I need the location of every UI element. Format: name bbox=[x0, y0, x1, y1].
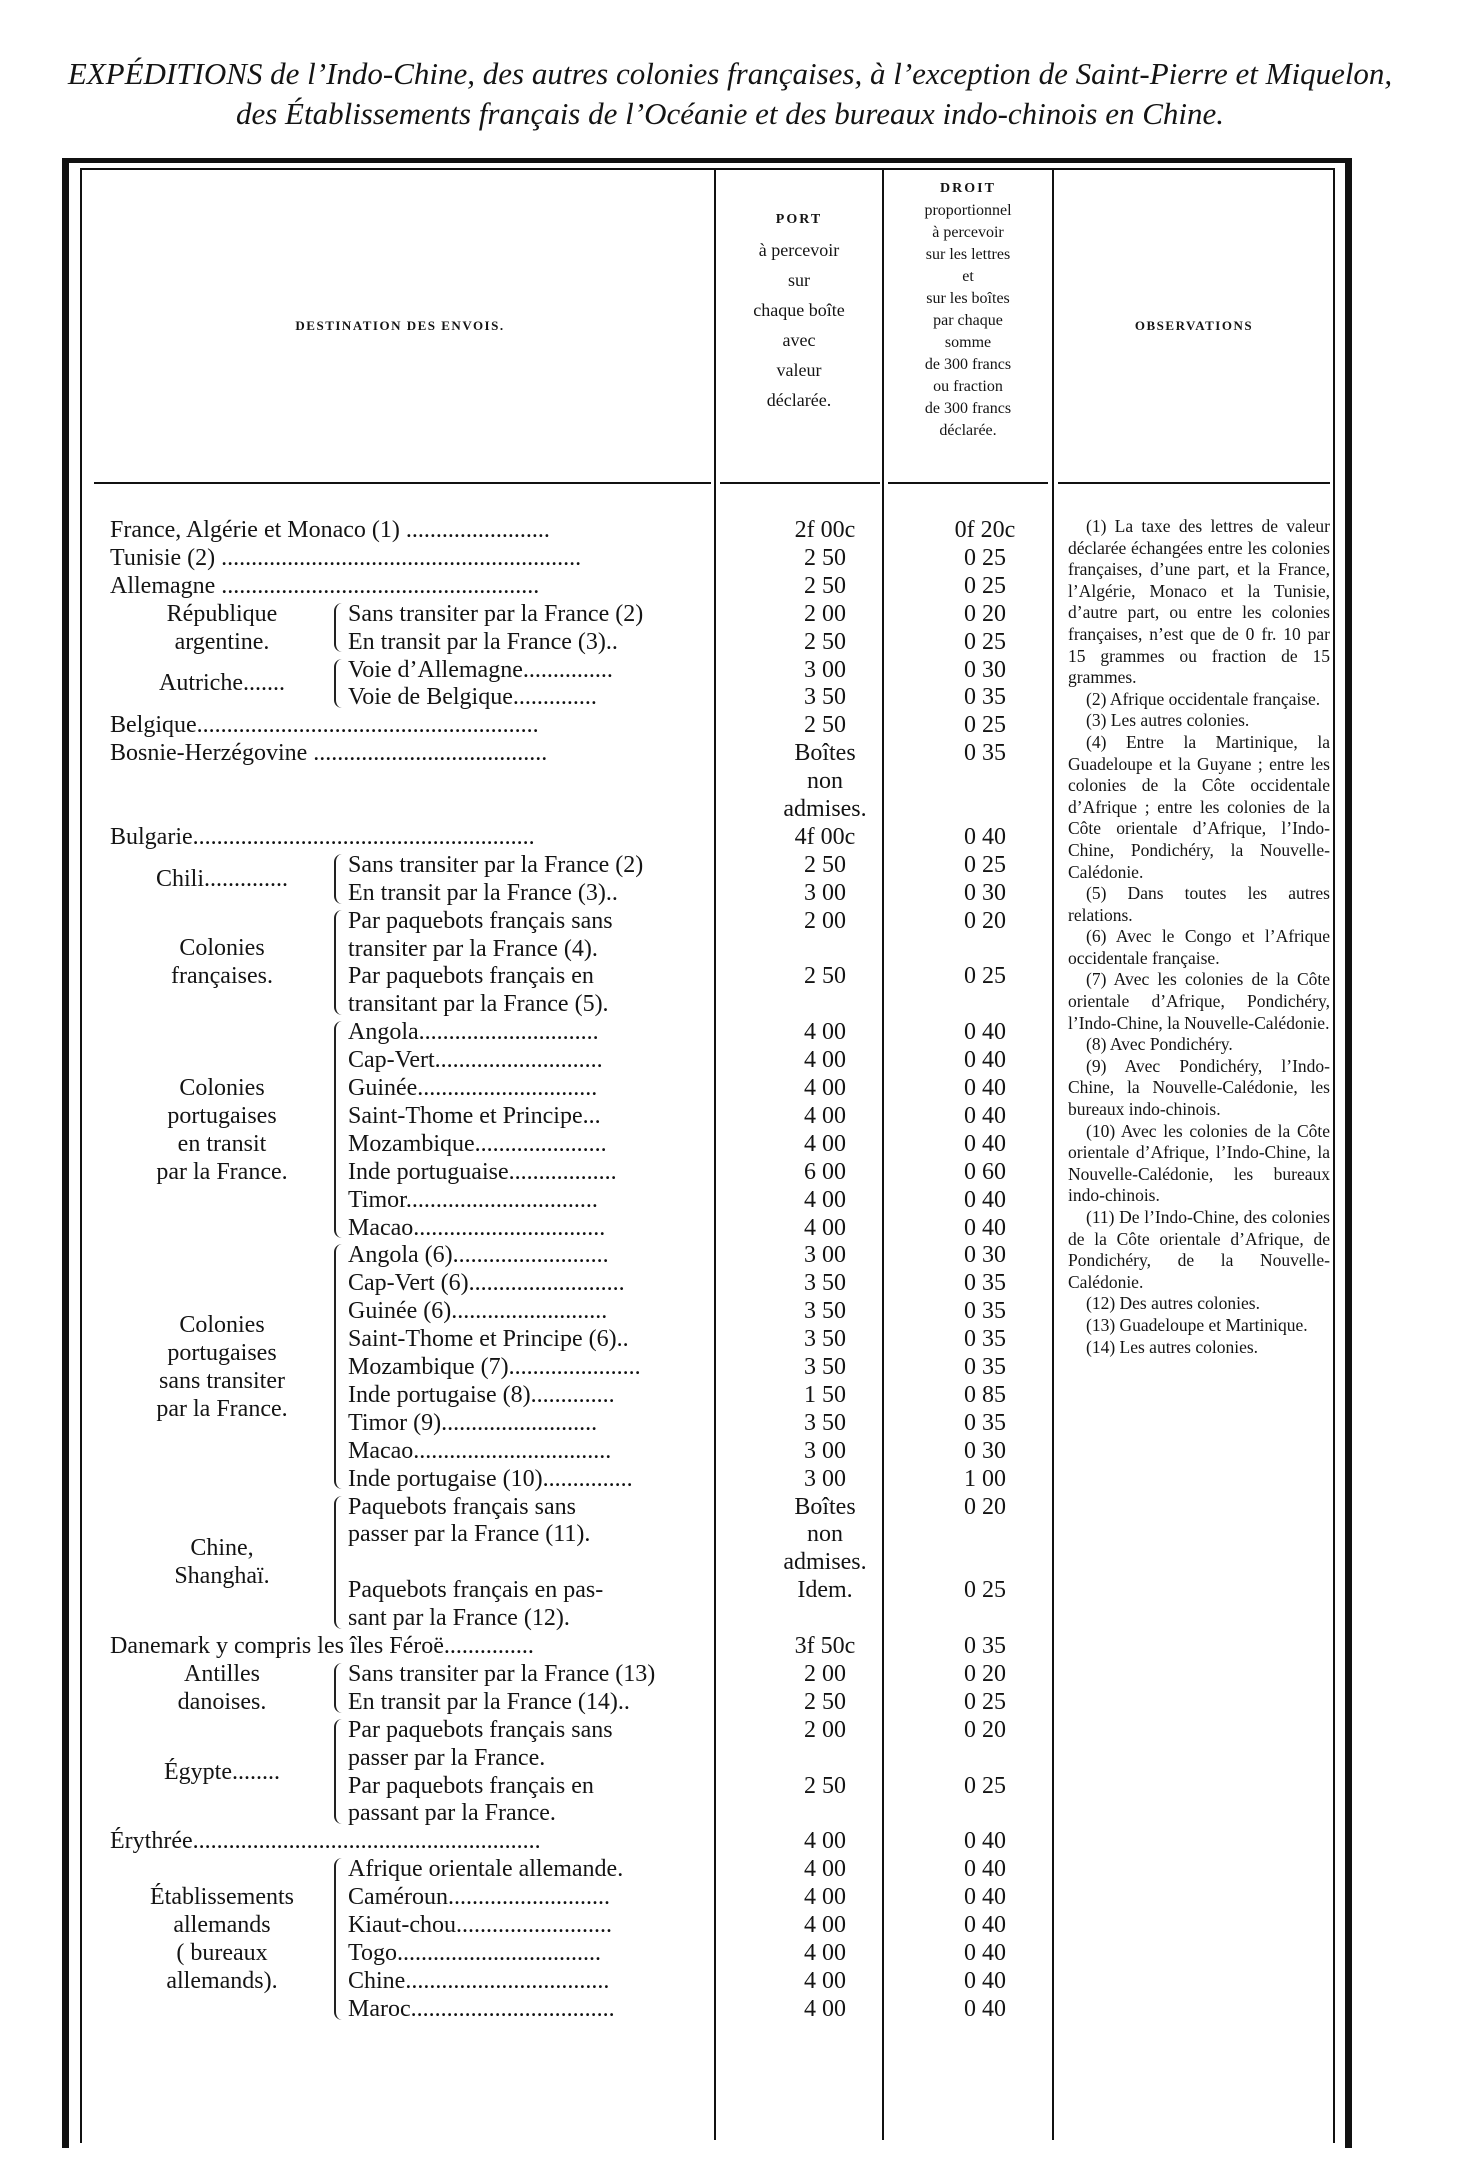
droit-value: 0f 20c bbox=[954, 517, 1016, 543]
droit-value: 0 40 bbox=[964, 1967, 1006, 1994]
droit-value: 0 20 bbox=[964, 907, 1006, 934]
droit-value: 0 40 bbox=[964, 1102, 1006, 1129]
sub-destination-cell: passant par la France. bbox=[348, 1800, 556, 1827]
droit-value: 0 40 bbox=[964, 1186, 1006, 1213]
group-label-line: Shanghaï. bbox=[174, 1563, 270, 1590]
port-value: admises. bbox=[783, 1549, 867, 1576]
group-label-line: Chine, bbox=[190, 1535, 254, 1562]
header-droit bbox=[884, 178, 1052, 442]
destination-cell: Bulgarie......................................................... bbox=[110, 823, 535, 850]
header-line: somme bbox=[944, 334, 992, 351]
port-value: 4 00 bbox=[804, 1828, 846, 1855]
sub-destination-cell: En transit par la France (14).. bbox=[348, 1688, 630, 1715]
observation-note: (2) Afrique occidentale française. bbox=[1086, 688, 1321, 709]
sub-destination-cell: Maroc.................................. bbox=[348, 1995, 615, 2022]
port-value: 2 50 bbox=[804, 851, 846, 878]
port-value: 2f 00c bbox=[794, 517, 856, 543]
group-label-line: par la France. bbox=[156, 1395, 288, 1422]
destination-cell: Belgique......................................................... bbox=[110, 712, 539, 739]
group-label-line: Colonies bbox=[179, 935, 265, 962]
header-rule bbox=[888, 482, 1048, 484]
sub-destination-cell: Mozambique...................... bbox=[348, 1130, 607, 1157]
port-value: 3 00 bbox=[804, 879, 846, 906]
sub-destination-cell: Angola (6).......................... bbox=[348, 1242, 609, 1269]
destination-cell: Tunisie (2) ............................................................ bbox=[110, 544, 582, 571]
droit-value: 0 35 bbox=[964, 1326, 1006, 1353]
port-value: 2 50 bbox=[804, 1772, 846, 1799]
port-value: Boîtes bbox=[794, 740, 856, 767]
brace bbox=[334, 1858, 342, 2019]
header-line: avec bbox=[782, 330, 816, 350]
observation-note: (9) Avec Pondichéry, l’Indo-Chine, la Nouvelle-Calédonie, les bureaux indo-chinois. bbox=[1068, 1055, 1330, 1120]
observation-note: (7) Avec les colonies de la Côte orientale d’Afrique, Pondichéry, l’Indo-Chine, la Nouvelle-Calédonie. bbox=[1068, 969, 1330, 1033]
group-label-line: allemands). bbox=[166, 1967, 278, 1994]
sub-destination-cell: Afrique orientale allemande. bbox=[348, 1856, 624, 1883]
group-label-line: ( bureaux bbox=[176, 1939, 268, 1966]
droit-value: 0 35 bbox=[964, 1270, 1006, 1297]
port-value: 4 00 bbox=[804, 1856, 846, 1883]
sub-destination-cell: Inde portuguaise.................. bbox=[348, 1158, 617, 1185]
droit-value: 0 35 bbox=[964, 1354, 1006, 1380]
droit-value: 0 35 bbox=[964, 684, 1006, 711]
port-value: 3 50 bbox=[804, 1326, 846, 1353]
sub-destination-cell: Inde portugaise (10)............... bbox=[348, 1465, 633, 1492]
port-value: non bbox=[807, 768, 843, 795]
group-label bbox=[112, 865, 332, 893]
droit-value: 0 20 bbox=[964, 600, 1006, 627]
droit-value: 0 25 bbox=[964, 1772, 1006, 1799]
sub-destination-cell: Paquebots français en pas- bbox=[348, 1577, 604, 1604]
droit-value: 0 40 bbox=[964, 1214, 1006, 1241]
sub-destination-cell: Macao................................ bbox=[348, 1214, 606, 1241]
sub-destination-cell: Macao................................. bbox=[348, 1437, 612, 1464]
droit-value: 0 25 bbox=[964, 851, 1006, 878]
destination-cell: Bosnie-Herzégovine ....................................... bbox=[110, 740, 548, 767]
sub-destination-cell: sant par la France (12). bbox=[348, 1605, 570, 1632]
port-value: 2 50 bbox=[804, 628, 846, 655]
sub-destination-cell: passer par la France. bbox=[348, 1744, 546, 1771]
sub-destination-cell: Sans transiter par la France (2) bbox=[348, 851, 644, 878]
port-value: 3 00 bbox=[804, 1465, 846, 1492]
header-line: déclarée. bbox=[939, 422, 997, 439]
droit-value: 0 35 bbox=[964, 1633, 1006, 1659]
header-observations: OBSERVATIONS bbox=[1134, 318, 1254, 333]
port-value: 4 00 bbox=[804, 1102, 846, 1129]
sub-destination-cell: Timor................................ bbox=[348, 1186, 598, 1213]
droit-value: 0 25 bbox=[964, 572, 1006, 599]
header-line: valeur bbox=[776, 360, 822, 380]
port-value: 3 00 bbox=[804, 1242, 846, 1269]
droit-value: 0 40 bbox=[964, 1130, 1006, 1157]
header-rule bbox=[94, 482, 711, 484]
droit-value: 0 40 bbox=[964, 1939, 1006, 1966]
droit-value: 0 25 bbox=[964, 1577, 1006, 1604]
header-line: de 300 francs bbox=[924, 400, 1012, 417]
sub-destination-cell: Guinée (6).......................... bbox=[348, 1298, 608, 1325]
destination-cell: Érythrée.......................................................... bbox=[110, 1828, 541, 1855]
port-value: 4 00 bbox=[804, 1939, 846, 1966]
header-line: à percevoir bbox=[932, 224, 1004, 241]
port-value: 4 00 bbox=[804, 1912, 846, 1938]
droit-value: 0 25 bbox=[964, 712, 1006, 739]
observation-note: (4) Entre la Martinique, la Guadeloupe et la Guyane ; entre les colonies de la Côte occidentale d’Afrique ; entre les colonies de la Côte orientale d’Afrique, l’Indo-Chine, Pondichéry, la Nouvelle-Calédonie. bbox=[1068, 731, 1330, 882]
header-rule bbox=[1058, 482, 1330, 484]
droit-value: 0 40 bbox=[964, 1047, 1006, 1074]
port-value: 2 00 bbox=[804, 1716, 846, 1743]
group-label bbox=[112, 1074, 332, 1186]
port-value: 1 50 bbox=[804, 1381, 846, 1408]
sub-destination-cell: Par paquebots français sans bbox=[348, 907, 613, 934]
observation-note: (10) Avec les colonies de la Côte orientale d’Afrique, l’Indo-Chine, la Nouvelle-Calédonie, les bureaux indo-chinois. bbox=[1068, 1120, 1330, 1206]
droit-value: 0 25 bbox=[964, 544, 1006, 571]
droit-value: 0 20 bbox=[964, 1660, 1006, 1687]
port-value: 4 00 bbox=[804, 1967, 846, 1994]
header-line: par chaque bbox=[933, 312, 1003, 329]
observation-note: (13) Guadeloupe et Martinique. bbox=[1086, 1314, 1308, 1335]
sub-destination-cell: passer par la France (11). bbox=[348, 1521, 591, 1548]
port-value: 2 00 bbox=[804, 1660, 846, 1687]
port-value: 4 00 bbox=[804, 1047, 846, 1074]
header-line: sur les boîtes bbox=[926, 290, 1010, 307]
header-line: DROIT bbox=[940, 181, 996, 196]
port-value: 2 50 bbox=[804, 544, 846, 571]
header-line: sur les lettres bbox=[925, 246, 1011, 263]
sub-destination-cell: En transit par la France (3).. bbox=[348, 628, 618, 655]
port-value: 3 50 bbox=[804, 1409, 846, 1436]
port-value: 3 50 bbox=[804, 1354, 846, 1380]
sub-destination-cell: Chine.................................. bbox=[348, 1967, 610, 1994]
group-label-line: Colonies bbox=[179, 1074, 265, 1101]
header-port bbox=[716, 205, 882, 415]
droit-value: 0 35 bbox=[964, 740, 1006, 767]
observation-note: (12) Des autres colonies. bbox=[1086, 1293, 1260, 1314]
header-line: déclarée. bbox=[766, 390, 832, 410]
droit-value: 0 40 bbox=[964, 1856, 1006, 1883]
group-label-line: République bbox=[166, 600, 278, 627]
group-label bbox=[112, 934, 332, 990]
group-label-line: françaises. bbox=[171, 963, 273, 990]
group-label-line: allemands bbox=[173, 1911, 271, 1938]
sub-destination-cell: Inde portugaise (8).............. bbox=[348, 1381, 615, 1408]
group-label-line: Antilles bbox=[184, 1660, 260, 1687]
port-value: 2 00 bbox=[804, 600, 846, 627]
header-line: ou fraction bbox=[933, 378, 1003, 395]
group-label-line: danoises. bbox=[177, 1688, 267, 1715]
header-line: à percevoir bbox=[758, 240, 840, 260]
header-line: de 300 francs bbox=[924, 356, 1012, 373]
port-value: non bbox=[807, 1521, 843, 1548]
destination-cell: France, Algérie et Monaco (1) ........................ bbox=[110, 517, 550, 543]
brace bbox=[334, 1719, 342, 1825]
group-label bbox=[112, 1758, 332, 1786]
sub-destination-cell: Saint-Thome et Principe... bbox=[348, 1102, 601, 1129]
droit-value: 0 25 bbox=[964, 628, 1006, 655]
port-value: 3 00 bbox=[804, 656, 846, 683]
droit-value: 0 35 bbox=[964, 1409, 1006, 1436]
group-label-line: portugaises bbox=[167, 1102, 277, 1129]
droit-value: 0 25 bbox=[964, 1688, 1006, 1715]
group-label bbox=[112, 1311, 332, 1423]
sub-destination-cell: Voie de Belgique.............. bbox=[348, 684, 597, 711]
header-rule bbox=[720, 482, 880, 484]
droit-value: 0 40 bbox=[964, 1075, 1006, 1101]
brace bbox=[334, 910, 342, 1016]
droit-value: 0 40 bbox=[964, 1828, 1006, 1855]
brace bbox=[334, 1244, 342, 1489]
group-label-line: Établissements bbox=[150, 1883, 294, 1910]
droit-value: 0 25 bbox=[964, 963, 1006, 990]
droit-value: 0 35 bbox=[964, 1298, 1006, 1325]
droit-value: 0 30 bbox=[964, 656, 1006, 683]
port-value: Idem. bbox=[797, 1577, 853, 1604]
group-label-line: Colonies bbox=[179, 1311, 265, 1338]
header-destination: DESTINATION DES ENVOIS. bbox=[295, 318, 505, 333]
droit-value: 0 40 bbox=[964, 1019, 1006, 1046]
header-line: PORT bbox=[775, 212, 823, 227]
port-value: 2 50 bbox=[804, 963, 846, 990]
group-label-line: argentine. bbox=[174, 628, 270, 655]
sub-destination-cell: Mozambique (7)...................... bbox=[348, 1354, 641, 1380]
port-value: 2 50 bbox=[804, 712, 846, 739]
droit-value: 0 20 bbox=[964, 1716, 1006, 1743]
sub-destination-cell: Saint-Thome et Principe (6).. bbox=[348, 1326, 629, 1353]
group-label-line: Autriche....... bbox=[159, 670, 285, 697]
observation-note: (11) De l’Indo-Chine, des colonies de la Côte orientale d’Afrique, de Pondichéry, de la Nouvelle-Calédonie. bbox=[1068, 1207, 1330, 1292]
port-value: 4 00 bbox=[804, 1019, 846, 1046]
droit-value: 0 60 bbox=[964, 1158, 1006, 1185]
sub-destination-cell: transiter par la France (4). bbox=[348, 935, 598, 962]
observation-note: (6) Avec le Congo et l’Afrique occidentale française. bbox=[1068, 926, 1330, 968]
group-label-line: sans transiter bbox=[159, 1367, 285, 1394]
group-label bbox=[112, 1660, 332, 1716]
observation-note: (8) Avec Pondichéry. bbox=[1086, 1034, 1233, 1055]
sub-destination-cell: Par paquebots français en bbox=[348, 1772, 594, 1799]
port-value: 3 00 bbox=[804, 1437, 846, 1464]
group-label-line: en transit bbox=[177, 1130, 267, 1157]
brace bbox=[334, 603, 342, 653]
group-label bbox=[112, 1534, 332, 1590]
sub-destination-cell: Par paquebots français en bbox=[348, 963, 594, 990]
group-label-line: Chili.............. bbox=[155, 865, 288, 892]
header-line: chaque boîte bbox=[753, 300, 845, 320]
observations-column bbox=[1068, 516, 1330, 1358]
port-value: 3 50 bbox=[804, 684, 846, 711]
droit-value: 0 85 bbox=[964, 1381, 1006, 1408]
sub-destination-cell: Cap-Vert............................ bbox=[348, 1047, 603, 1074]
sub-destination-cell: Guinée.............................. bbox=[348, 1075, 598, 1101]
observation-note: (14) Les autres colonies. bbox=[1086, 1336, 1259, 1357]
port-value: 4 00 bbox=[804, 1214, 846, 1241]
brace bbox=[334, 659, 342, 709]
page-title: EXPÉDITIONS de l’Indo-Chine, des autres colonies françaises, à l’exception de Saint-Pierre et Miquelon, des Établissements français de l’Océanie et des bureaux indo-chinois en Chine. bbox=[67, 56, 1393, 131]
port-value: 4 00 bbox=[804, 1075, 846, 1101]
droit-value: 0 30 bbox=[964, 1242, 1006, 1269]
observation-note: (5) Dans toutes les autres relations. bbox=[1068, 883, 1330, 925]
brace bbox=[334, 854, 342, 904]
port-value: 2 50 bbox=[804, 572, 846, 599]
droit-value: 0 30 bbox=[964, 879, 1006, 906]
droit-value: 0 20 bbox=[964, 1493, 1006, 1520]
port-value: Boîtes bbox=[794, 1493, 856, 1520]
droit-value: 1 00 bbox=[964, 1465, 1006, 1492]
group-label-line: par la France. bbox=[156, 1158, 288, 1185]
sub-destination-cell: Caméroun........................... bbox=[348, 1884, 610, 1911]
sub-destination-cell: Kiaut-chou.......................... bbox=[348, 1912, 612, 1938]
sub-destination-cell: En transit par la France (3).. bbox=[348, 879, 618, 906]
group-label bbox=[112, 600, 332, 656]
destination-cell: Allemagne ..................................................... bbox=[110, 572, 540, 599]
header-line: proportionnel bbox=[924, 202, 1012, 219]
port-value: 6 00 bbox=[804, 1158, 846, 1185]
port-value: 4 00 bbox=[804, 1884, 846, 1911]
sub-destination-cell: Par paquebots français sans bbox=[348, 1716, 613, 1743]
droit-value: 0 40 bbox=[964, 1912, 1006, 1938]
port-value: 4 00 bbox=[804, 1186, 846, 1213]
sub-destination-cell: Timor (9).......................... bbox=[348, 1409, 598, 1436]
brace bbox=[334, 1663, 342, 1713]
sub-destination-cell: Paquebots français sans bbox=[348, 1493, 576, 1520]
sub-destination-cell: Angola.............................. bbox=[348, 1019, 599, 1046]
destination-cell: Danemark y compris les îles Féroë............... bbox=[110, 1633, 534, 1659]
group-label-line: portugaises bbox=[167, 1339, 277, 1366]
group-label-line: Égypte........ bbox=[164, 1758, 280, 1785]
header-line: et bbox=[962, 268, 974, 285]
group-label bbox=[112, 1883, 332, 1995]
header-line: sur bbox=[788, 270, 810, 290]
sub-destination-cell: Voie d’Allemagne............... bbox=[348, 656, 613, 683]
sub-destination-cell: Sans transiter par la France (13) bbox=[348, 1660, 656, 1687]
port-value: 2 00 bbox=[804, 907, 846, 934]
sub-destination-cell: transitant par la France (5). bbox=[348, 991, 609, 1018]
group-label bbox=[112, 669, 332, 697]
brace bbox=[334, 1496, 342, 1630]
droit-value: 0 30 bbox=[964, 1437, 1006, 1464]
port-value: 3f 50c bbox=[794, 1633, 856, 1659]
droit-value: 0 40 bbox=[964, 1995, 1006, 2022]
sub-destination-cell: Togo.................................. bbox=[348, 1939, 601, 1966]
brace bbox=[334, 1021, 342, 1238]
port-value: 3 50 bbox=[804, 1270, 846, 1297]
port-value: admises. bbox=[783, 796, 867, 822]
port-value: 4 00 bbox=[804, 1130, 846, 1157]
port-value: 4 00 bbox=[804, 1995, 846, 2022]
droit-value: 0 40 bbox=[964, 1884, 1006, 1911]
observation-note: (1) La taxe des lettres de valeur déclarée échangées entre les colonies françaises, d’une part, et la France, l’Algérie, Monaco et la Tunisie, d’autre part, ou entre les colonies françaises, n’est que de 0 fr. 10 par 15 grammes ou fraction de 15 grammes. bbox=[1068, 516, 1330, 688]
port-value: 2 50 bbox=[804, 1688, 846, 1715]
droit-value: 0 40 bbox=[964, 823, 1006, 850]
port-value: 4f 00c bbox=[794, 823, 856, 850]
port-value: 3 50 bbox=[804, 1298, 846, 1325]
column-divider bbox=[714, 170, 716, 2140]
observation-note: (3) Les autres colonies. bbox=[1086, 710, 1250, 731]
sub-destination-cell: Cap-Vert (6).......................... bbox=[348, 1270, 625, 1297]
sub-destination-cell: Sans transiter par la France (2) bbox=[348, 600, 644, 627]
